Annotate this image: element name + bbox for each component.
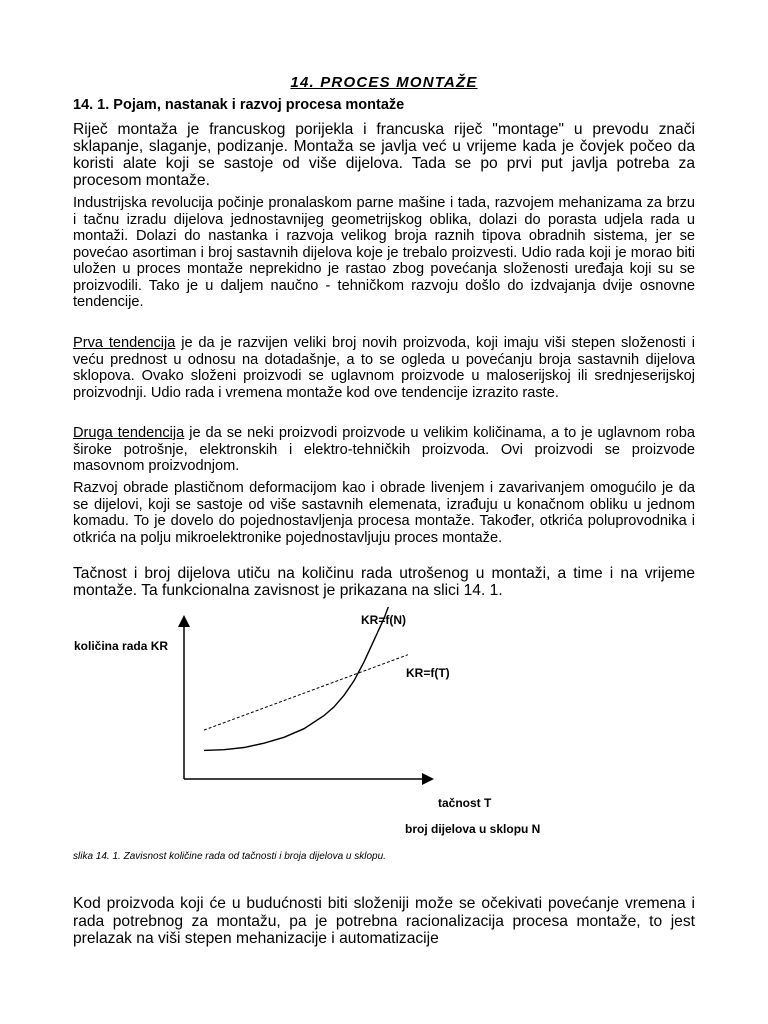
y-axis-label: količina rada KR — [74, 639, 169, 653]
series-label-kr-f-t: KR=f(T) — [406, 666, 450, 680]
figure-caption: slika 14. 1. Zavisnost količine rada od tačnosti i broja dijelova u sklopu. — [73, 851, 386, 862]
series-label-kr-f-n: KR=f(N) — [361, 613, 406, 627]
paragraph-5: Razvoj obrade plastičnom deformacijom kao i obrade livenjem i zavarivanjem omogućilo je da se dijelovi, koji se sastoje od više sastavnih elemenata, izrađuju u konačnom obliku u jednom komadu. To je dovelo do pojednostavljenja procesa montaže. Također, otkrića poluprovodnika i otkrića na polju mikroelektronike pojednostavljuju proces montaže. — [73, 480, 695, 546]
chapter-title: 14. PROCES MONTAŽE — [290, 74, 478, 91]
first-tendency-label: Prva tendencija — [73, 335, 176, 351]
paragraph-7: Kod proizvoda koji će u budućnosti biti složeniji može se očekivati povećanje vremena i rada potrebnog za montažu, pa je potrebna racionalizacija procesa montaže, to jest prelazak na viši stepen mehanizacije i automatizacije — [73, 895, 695, 947]
paragraph-1: Riječ montaža je francuskog porijekla i francuska riječ "montage" u prevodu znači sklapanje, slaganje, podizanje. Montaža se javlja već u vrijeme kada je čovjek počeo da koristi alate koji se sastoje od više dijelova. Tada se po prvi put javlja potreba za procesom montaže. — [73, 121, 695, 189]
x-axis-label-accuracy: tačnost T — [438, 796, 492, 810]
paragraph-3 — [73, 335, 695, 401]
series-line-kr-f-t — [204, 655, 408, 730]
figure-14-1 — [70, 607, 630, 842]
paragraph-2: Industrijska revolucija počinje pronalaskom parne mašine i tada, razvojem mehanizama za brzu i tačnu izradu dijelova jednostavnijeg geometrijskog oblika, dolazi do porasta udjela rada u montaži. Dolazi do nastanka i razvoja velikog broja raznih tipova obradnih sistema, jer se povećao asortiman i broj sastavnih dijelova koje je trebalo proizvesti. Udio rada koji je morao biti uložen u proces montaže neprekidno je rastao zbog povećanja složenosti uređaja koji su se proizvodili. Tako je u daljem naučno - tehničkom razvoju došlo do izdvajanja dvije osnovne tendencije. — [73, 195, 695, 310]
work-amount-chart — [70, 607, 630, 842]
x-axis-label-part-count: broj dijelova u sklopu N — [405, 822, 541, 836]
series-line-kr-f-n — [204, 607, 390, 750]
paragraph-6: Tačnost i broj dijelova utiču na količinu rada utrošenog u montaži, a time i na vrijeme montaže. Ta funkcionalna zavisnost je prikazana na slici 14. 1. — [73, 565, 695, 599]
section-heading: 14. 1. Pojam, nastanak i razvoj procesa montaže — [73, 97, 405, 113]
first-tendency-text: je da je razvijen veliki broj novih proizvoda, koji imaju viši stepen složenosti i veću prednost u odnosu na dotadašnje, a to se ogleda u povećanju broja sastavnih dijelova sklopova. Ovako složeni proizvodi se uglavnom proizvode u maloserijskoj ili srednjeserijskoj proizvodnji. Udio rada i vremena montaže kod ove tendencije izrazito raste. — [73, 335, 695, 401]
second-tendency-label: Druga tendencija — [73, 425, 185, 441]
paragraph-4 — [73, 425, 695, 475]
second-tendency-text: je da se neki proizvodi proizvode u velikim količinama, a to je uglavnom roba široke potrošnje, elektronskih i elektro-tehničkih proizvoda. Ovi proizvodi se proizvode masovnom proizvodnjom. — [73, 425, 695, 474]
